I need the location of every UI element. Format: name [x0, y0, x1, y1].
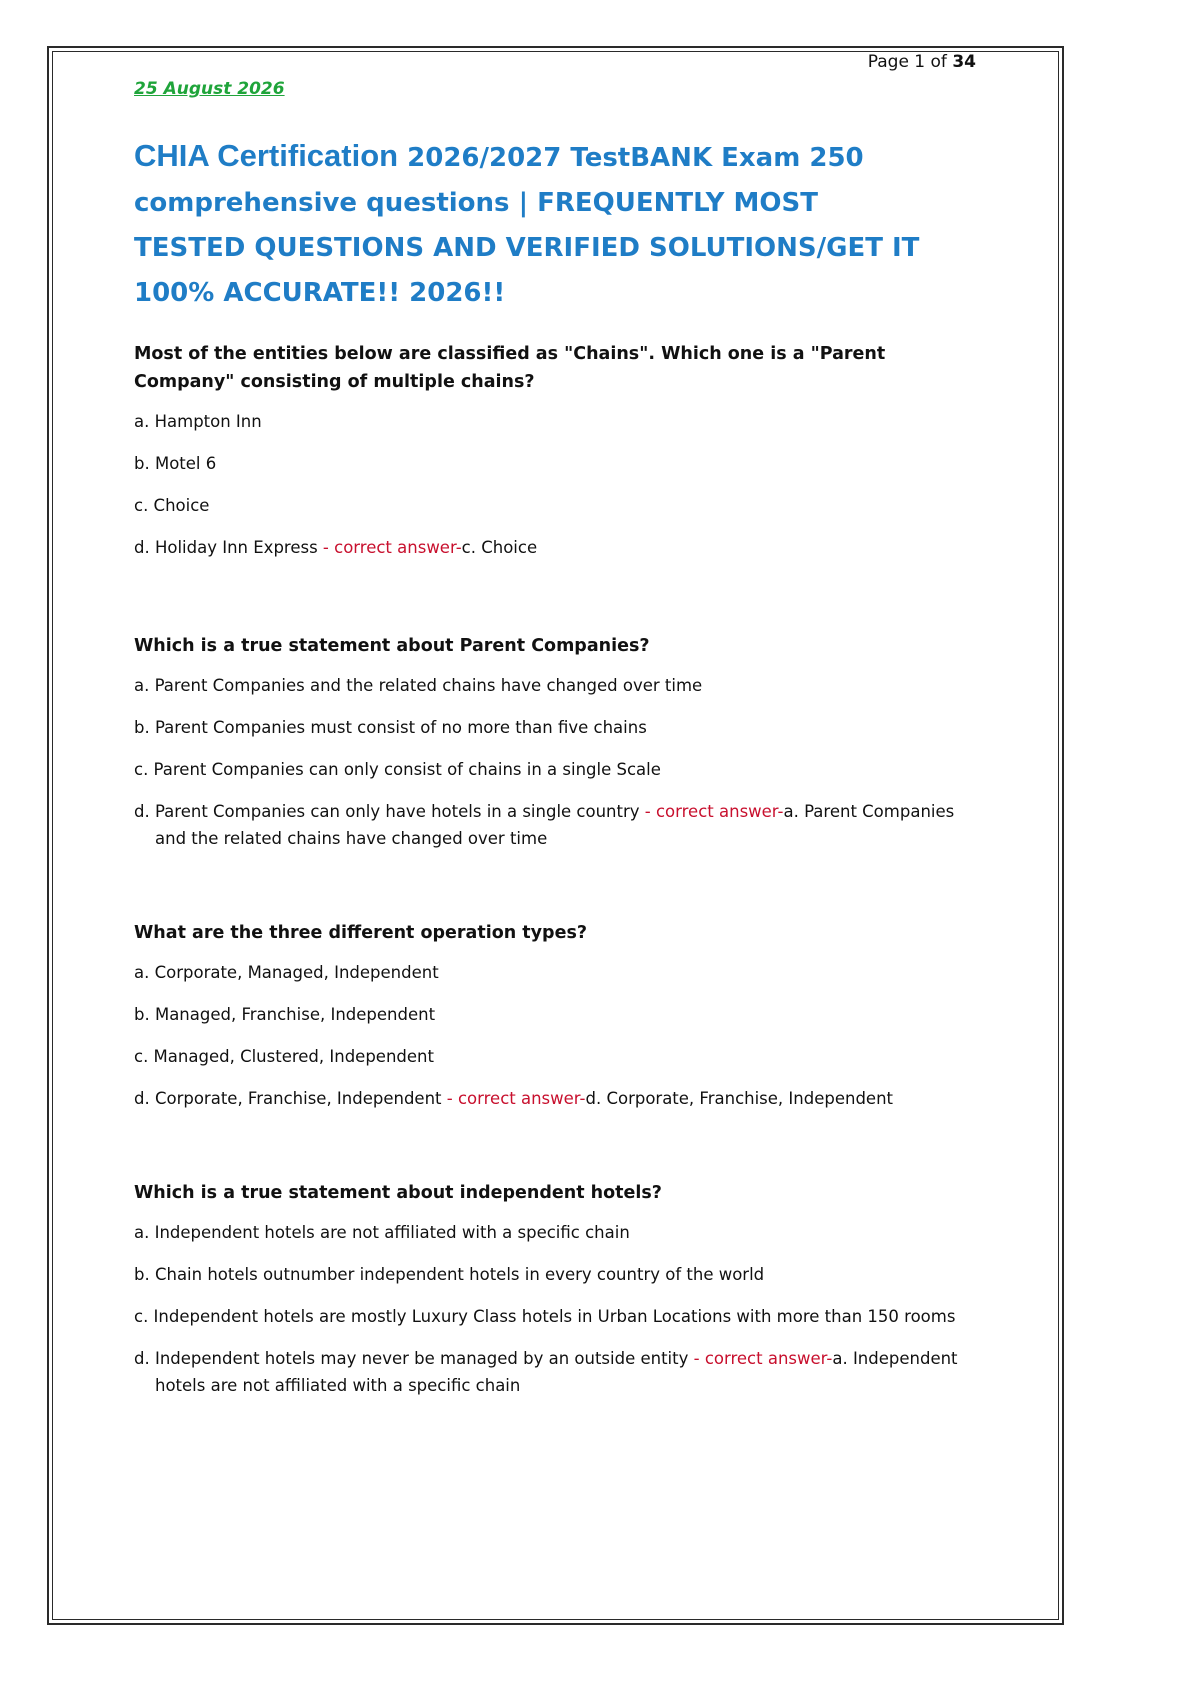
- option-text: d. Holiday Inn Express: [134, 538, 318, 557]
- option: a. Parent Companies and the related chains have changed over time: [134, 676, 703, 695]
- option-text: d. Independent hotels may never be managed by an outside entity: [134, 1349, 689, 1368]
- correct-answer-text: a. Independent hotels are not affiliated with a specific chain: [155, 1349, 958, 1395]
- option: b. Chain hotels outnumber independent hotels in every country of the world: [134, 1265, 765, 1284]
- page-number: [868, 52, 976, 72]
- option-text: d. Parent Companies can only have hotels in a single country: [134, 802, 640, 821]
- page-label: Page 1 of: [867, 52, 953, 72]
- option: a. Corporate, Managed, Independent: [134, 963, 439, 982]
- question-text: Most of the entities below are classified as "Chains". Which one is a "Parent Company" consisting of multiple chains?: [134, 344, 886, 392]
- option: b. Motel 6: [134, 454, 217, 473]
- option: c. Parent Companies can only consist of chains in a single Scale: [134, 760, 661, 779]
- correct-answer-text: c. Choice: [461, 538, 538, 557]
- option: b. Managed, Franchise, Independent: [134, 1005, 436, 1024]
- question-text: What are the three different operation types?: [134, 923, 588, 943]
- option-with-answer: [134, 1085, 974, 1112]
- correct-answer-label: - correct answer-: [441, 1089, 586, 1108]
- option: c. Independent hotels are mostly Luxury Class hotels in Urban Locations with more than 150 rooms: [134, 1307, 956, 1326]
- correct-answer-label: - correct answer-: [639, 802, 784, 821]
- option: a. Independent hotels are not affiliated with a specific chain: [134, 1223, 630, 1242]
- option-with-answer: [134, 1345, 974, 1399]
- question-block: [134, 340, 974, 561]
- option-with-answer: [134, 798, 974, 852]
- correct-answer-text: a. Parent Companies and the related chains have changed over time: [155, 802, 955, 848]
- question-text: Which is a true statement about Parent Companies?: [134, 636, 650, 656]
- question-text: Which is a true statement about independent hotels?: [134, 1183, 662, 1203]
- correct-answer-label: - correct answer-: [688, 1349, 833, 1368]
- title-rest: 2026/2027 TestBANK Exam 250 comprehensive questions | FREQUENTLY MOST TESTED QUESTIONS AND VERIFIED SOLUTIONS/GET IT 100% ACCURATE!! 2026!!: [134, 143, 920, 308]
- option-with-answer: [134, 534, 974, 561]
- correct-answer-text: d. Corporate, Franchise, Independent: [585, 1089, 893, 1108]
- document-date: 25 August 2026: [134, 79, 285, 99]
- question-block: [134, 1179, 974, 1399]
- option: b. Parent Companies must consist of no more than five chains: [134, 718, 647, 737]
- page-total: 34: [952, 52, 976, 72]
- correct-answer-label: - correct answer-: [317, 538, 462, 557]
- question-block: [134, 632, 974, 852]
- question-block: [134, 919, 974, 1112]
- document-title: [134, 133, 934, 316]
- option: c. Managed, Clustered, Independent: [134, 1047, 434, 1066]
- title-lead: CHIA Certification: [134, 138, 399, 173]
- option-text: d. Corporate, Franchise, Independent: [134, 1089, 442, 1108]
- option: a. Hampton Inn: [134, 412, 262, 431]
- option: c. Choice: [134, 496, 210, 515]
- question-list: [134, 340, 974, 1414]
